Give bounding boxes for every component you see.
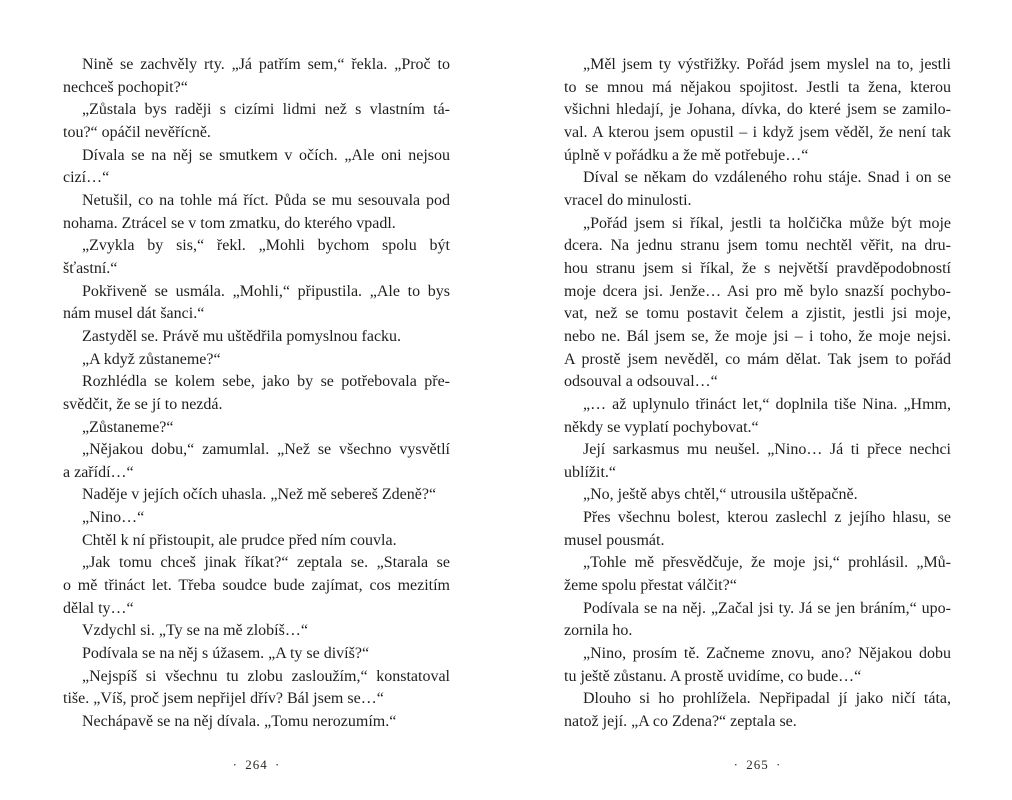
text-line: žeme spolu přestat válčit?“ xyxy=(564,577,737,595)
text-line: tou?“ opáčil nevěřícně. xyxy=(63,123,211,141)
paragraph xyxy=(564,394,951,439)
text-line: val. A kterou jsem opustil – i když jsem věděl, že není tak xyxy=(564,123,951,141)
paragraph xyxy=(63,349,450,372)
text-line: „Měl jsem ty výstřižky. Pořád jsem myslel na to, jestli xyxy=(583,56,951,73)
paragraph xyxy=(63,190,450,235)
paragraph xyxy=(564,598,951,643)
text-line: „Nino, prosím tě. Začneme znovu, ano? Nějakou dobu xyxy=(583,645,951,663)
text-line: „Jak tomu chceš jinak říkat?“ zeptala se. „Starala se xyxy=(82,554,450,572)
text-line: tu ještě zůstanu. A prostě uvidíme, co bude…“ xyxy=(564,667,862,685)
text-line: svědčit, že se jí to nezdá. xyxy=(63,395,223,413)
paragraph xyxy=(564,213,951,394)
paragraph xyxy=(564,484,951,507)
text-line: Díval se někam do vzdáleného rohu stáje. Snad i on se xyxy=(583,169,951,187)
text-line: Dlouho si ho prohlížela. Nepřipadal jí jako ničí táta, xyxy=(583,690,951,708)
text-line: moje dcera jsi. Jenže… Asi pro mě bylo snazší pochybo- xyxy=(564,282,951,300)
paragraph xyxy=(63,439,450,484)
text-line: vat, než se tomu postavit čelem a zjistit, jestli jsi moje, xyxy=(564,305,951,323)
text-line: natož její. „A co Zdena?“ zeptala se. xyxy=(564,713,797,731)
text-line: Její sarkasmus mu neušel. „Nino… Já ti přece nechci xyxy=(583,441,951,459)
text-line: Podívala se na něj. „Začal jsi ty. Já se jen bráním,“ upo- xyxy=(583,599,951,617)
text-line: Přes všechnu bolest, kterou zaslechl z jejího hlasu, se xyxy=(583,509,951,527)
text-line: tiše. „Víš, proč jsem nepřijel dřív? Bál jsem se…“ xyxy=(63,690,384,708)
text-line: nohama. Ztrácel se v tom zmatku, do kterého vpadl. xyxy=(63,214,396,232)
text-line: Dívala se na něj se smutkem v očích. „Ale oni nejsou xyxy=(82,146,450,164)
text-line: Nechápavě se na něj dívala. „Tomu nerozumím.“ xyxy=(82,713,397,731)
text-line: „… až uplynulo třináct let,“ doplnila tiše Nina. „Hmm, xyxy=(583,395,951,413)
left-page-number: · 264 · xyxy=(232,757,281,772)
text-line: hou stranu jsem si říkal, že s největší pravděpodobností xyxy=(564,259,951,277)
text-line: dcera. Na jednu stranu jsem tomu nechtěl věřit, na dru- xyxy=(564,237,951,255)
paragraph xyxy=(564,54,951,167)
text-line: úplně v pořádku a že mě potřebuje…“ xyxy=(564,146,809,164)
right-page-number: · 265 · xyxy=(733,757,782,772)
text-line: Netušil, co na tohle má říct. Půda se mu sesouvala pod xyxy=(82,191,450,209)
text-line: „Nejspíš si všechnu tu zlobu zasloužím,“ konstatoval xyxy=(82,667,450,685)
left-page-text xyxy=(63,54,450,734)
text-line: Nině se zachvěly rty. „Já patřím sem,“ řekla. „Proč to xyxy=(82,56,450,73)
right-page-text xyxy=(564,54,951,734)
paragraph xyxy=(63,235,450,280)
text-line: nechceš pochopit?“ xyxy=(63,78,188,96)
text-line: dělal ty…“ xyxy=(63,599,134,617)
text-line: „Nějakou dobu,“ zamumlal. „Než se všechno vysvětlí xyxy=(82,441,450,459)
paragraph xyxy=(564,688,951,733)
text-line: šťastní.“ xyxy=(63,259,118,277)
paragraph xyxy=(63,99,450,144)
text-line: nám musel dát šanci.“ xyxy=(63,305,205,323)
right-page xyxy=(506,0,1012,800)
text-line: „Zůstala bys raději s cizími lidmi než s vlastním tá- xyxy=(82,101,450,119)
paragraph xyxy=(63,54,450,99)
paragraph xyxy=(564,643,951,688)
text-line: Pokřiveně se usmála. „Mohli,“ připustila. „Ale to bys xyxy=(82,282,450,300)
text-line: zornila ho. xyxy=(564,622,633,640)
text-line: „Nino…“ xyxy=(82,509,145,527)
paragraph xyxy=(63,484,450,507)
text-line: „Zvykla by sis,“ řekl. „Mohli bychom spolu být xyxy=(82,237,450,255)
text-line: ublížit.“ xyxy=(564,463,616,481)
paragraph xyxy=(63,326,450,349)
paragraph xyxy=(63,711,450,734)
text-line: a zařídí…“ xyxy=(63,463,134,481)
paragraph xyxy=(63,507,450,530)
text-line: „Pořád jsem si říkal, jestli ta holčička může být moje xyxy=(583,214,951,232)
paragraph xyxy=(63,371,450,416)
paragraph xyxy=(564,439,951,484)
text-line: cizí…“ xyxy=(63,169,110,187)
paragraph xyxy=(63,643,450,666)
text-line: „Tohle mě přesvědčuje, že moje jsi,“ prohlásil. „Mů- xyxy=(583,554,951,572)
text-line: Naděje v jejích očích uhasla. „Než mě sebereš Zdeně?“ xyxy=(82,486,437,504)
paragraph xyxy=(63,145,450,190)
text-line: o mě třináct let. Třeba soudce bude zajímat, cos mezitím xyxy=(63,577,450,595)
text-line: nebo ne. Bál jsem se, že moje jsi – i toho, že moje nejsi. xyxy=(564,327,951,345)
text-line: „A když zůstaneme?“ xyxy=(82,350,221,368)
text-line: vracel do minulosti. xyxy=(564,191,692,209)
paragraph xyxy=(63,417,450,440)
text-line: Podívala se na něj s úžasem. „A ty se divíš?“ xyxy=(82,645,370,663)
text-line: Vzdychl si. „Ty se na mě zlobíš…“ xyxy=(82,622,308,640)
paragraph xyxy=(63,666,450,711)
paragraph xyxy=(564,507,951,552)
text-line: to se mnou má nějakou spojitost. Jestli ta žena, kterou xyxy=(564,78,951,96)
text-line: někdy se vyplatí pochybovat.“ xyxy=(564,418,759,436)
text-line: Rozhlédla se kolem sebe, jako by se potřebovala pře- xyxy=(82,373,450,391)
paragraph xyxy=(63,530,450,553)
paragraph xyxy=(63,620,450,643)
text-line: všichni hledají, je Johana, dívka, do které jsem se zamilo- xyxy=(564,101,951,119)
text-line: Zastyděl se. Právě mu uštědřila pomyslnou facku. xyxy=(82,327,402,345)
text-line: odsouval a odsouval…“ xyxy=(564,373,718,391)
paragraph xyxy=(63,281,450,326)
paragraph xyxy=(564,552,951,597)
paragraph xyxy=(63,552,450,620)
text-line: „Zůstaneme?“ xyxy=(82,418,174,436)
text-line: musel pousmát. xyxy=(564,531,665,549)
paragraph xyxy=(564,167,951,212)
text-line: A prostě jsem nevěděl, co mám dělat. Tak jsem to pořád xyxy=(564,350,951,368)
text-line: „No, ještě abys chtěl,“ utrousila uštěpačně. xyxy=(583,486,858,504)
text-line: Chtěl k ní přistoupit, ale prudce před ním couvla. xyxy=(82,531,397,549)
